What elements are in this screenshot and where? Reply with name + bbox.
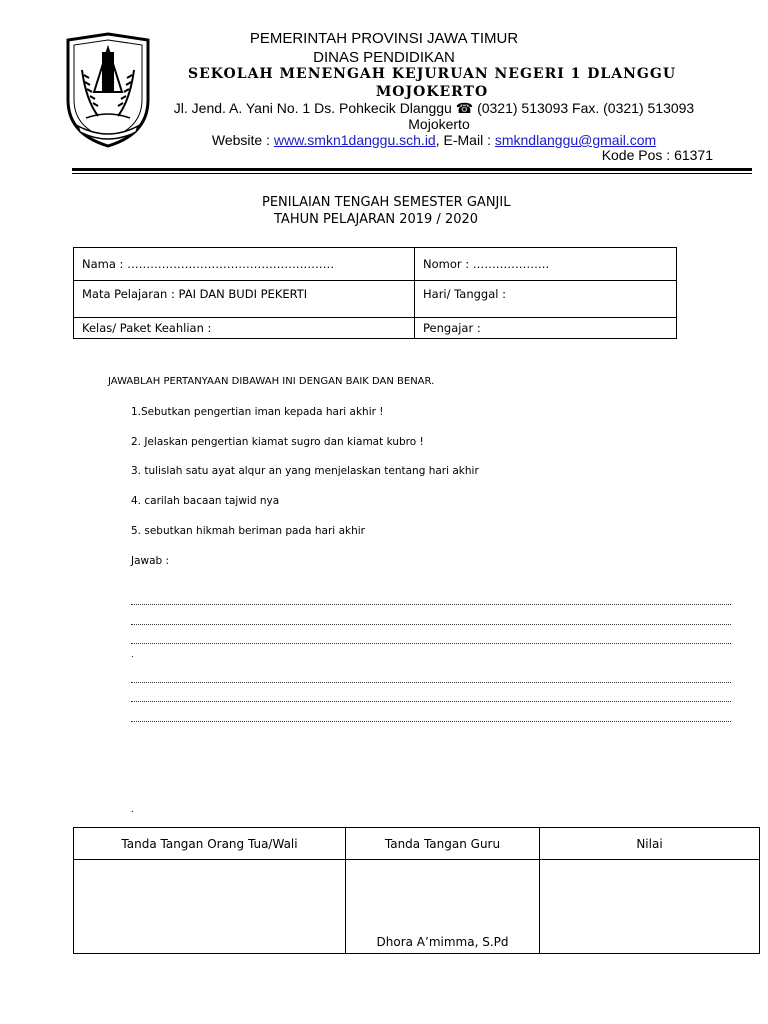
answer-line	[131, 594, 731, 605]
letterhead-divider-thick	[72, 168, 752, 171]
website-link[interactable]: www.smkn1danggu.sch.id	[273, 132, 436, 148]
postal-code: Kode Pos : 61371	[601, 147, 713, 163]
teacher-name: Dhora A’mimma, S.Pd	[346, 860, 540, 954]
email-label: , E-Mail :	[435, 132, 495, 148]
answer-line	[131, 711, 731, 722]
answer-line	[131, 614, 731, 625]
stray-dot: .	[131, 649, 134, 660]
school-city: MOJOKERTO	[375, 84, 489, 100]
instruction-text: JAWABLAH PERTANYAAN DIBAWAH INI DENGAN BAIK DAN BENAR.	[108, 376, 435, 387]
student-info-table	[73, 247, 677, 339]
email-link[interactable]: smkndlanggu@gmail.com	[494, 132, 657, 148]
government-name: PEMERINTAH PROVINSI JAWA TIMUR	[249, 30, 519, 47]
name-field: Nama : ………………………………………………	[74, 248, 415, 281]
parent-signature-header: Tanda Tangan Orang Tua/Wali	[74, 828, 346, 860]
exam-title: PENILAIAN TENGAH SEMESTER GANJIL	[262, 195, 511, 210]
school-address: Jl. Jend. A. Yani No. 1 Ds. Pohkecik Dlanggu ☎ (0321) 513093 Fax. (0321) 513093	[173, 100, 695, 116]
class-field: Kelas/ Paket Keahlian :	[74, 318, 415, 339]
score-cell	[540, 860, 760, 954]
letterhead-divider-thin	[72, 173, 752, 174]
signature-table	[73, 827, 760, 954]
school-name: SEKOLAH MENENGAH KEJURUAN NEGERI 1 DLANGGU	[187, 66, 677, 82]
question-1: 1.Sebutkan pengertian iman kepada hari akhir !	[131, 406, 384, 418]
exam-year: TAHUN PELAJARAN 2019 / 2020	[274, 212, 479, 227]
school-address-city: Mojokerto	[408, 116, 470, 132]
answer-line	[131, 691, 731, 702]
contact-line	[50, 132, 768, 148]
question-2: 2. Jelaskan pengertian kiamat sugro dan kiamat kubro !	[131, 436, 424, 448]
answer-line	[131, 633, 731, 644]
answer-label: Jawab :	[131, 555, 170, 567]
teacher-signature-header: Tanda Tangan Guru	[346, 828, 540, 860]
subject-field: Mata Pelajaran : PAI DAN BUDI PEKERTI	[74, 281, 415, 318]
question-3: 3. tulislah satu ayat alqur an yang menjelaskan tentang hari akhir	[131, 465, 479, 477]
question-5: 5. sebutkan hikmah beriman pada hari akhir	[131, 525, 365, 537]
number-field: Nomor : ………………..	[415, 248, 677, 281]
answer-line	[131, 672, 731, 683]
score-header: Nilai	[540, 828, 760, 860]
question-4: 4. carilah bacaan tajwid nya	[131, 495, 280, 507]
stray-dot: .	[131, 804, 134, 815]
teacher-field: Pengajar :	[415, 318, 677, 339]
date-field: Hari/ Tanggal :	[415, 281, 677, 318]
department-name: DINAS PENDIDIKAN	[313, 49, 455, 66]
parent-signature-cell	[74, 860, 346, 954]
website-label: Website :	[211, 132, 274, 148]
